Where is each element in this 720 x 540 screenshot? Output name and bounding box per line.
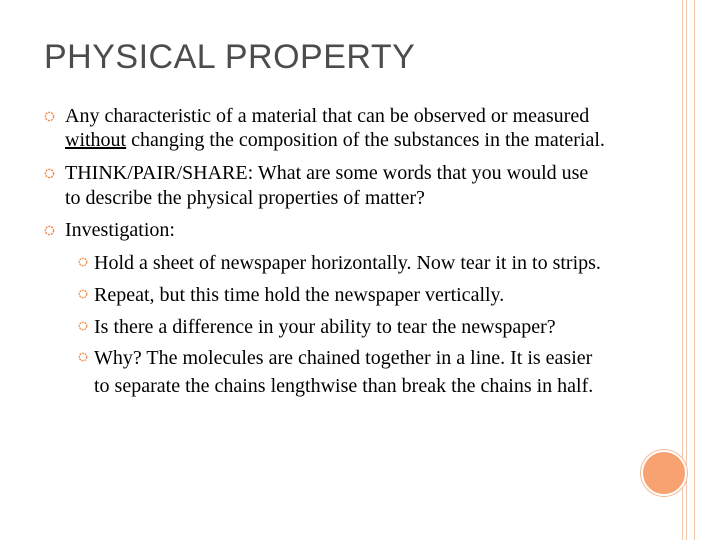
sub-bullet-2: Repeat, but this time hold the newspaper vertically. [94,284,505,306]
wreath-bullet-icon [78,257,88,267]
emphasis-without: without [65,129,127,151]
sub-bullet-4-line-1: Why? The molecules are chained together in a line. It is easier [94,347,593,369]
sub-bullet-4-line-2: to separate the chains lengthwise than break the chains in half. [94,375,594,397]
wreath-bullet-icon [78,352,88,362]
sub-bullet-1: Hold a sheet of newspaper horizontally. Now tear it in to strips. [94,252,601,274]
slide-title: PHYSICAL PROPERTY [44,38,416,76]
sub-bullet-3: Is there a difference in your ability to tear the newspaper? [94,316,556,338]
bullet-3-line-1: Investigation: [65,219,175,241]
wreath-bullet-icon [78,289,88,299]
wreath-bullet-icon [44,168,55,179]
bullet-1-line-2 [65,128,605,152]
bullet-2-line-1: THINK/PAIR/SHARE: What are some words that you would use [65,162,589,184]
wreath-bullet-icon [44,225,55,236]
wreath-bullet-icon [44,111,55,122]
bullet-1-line-2-rest: changing the composition of the substances in the material. [126,129,605,151]
bullet-2-line-2: to describe the physical properties of matter? [65,187,425,209]
bullet-1-line-1: Any characteristic of a material that can be observed or measured [65,105,590,127]
wreath-bullet-icon [78,321,88,331]
